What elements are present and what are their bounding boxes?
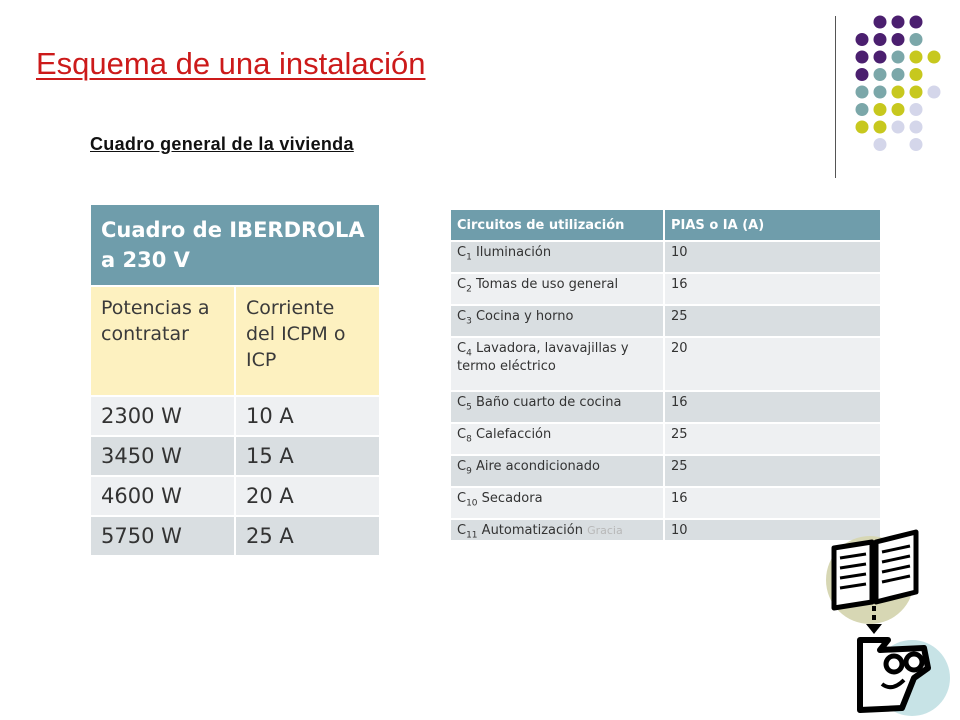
decorative-dot <box>928 86 941 99</box>
breaker-amps-cell: 10 <box>664 241 881 273</box>
decorative-dot <box>856 103 869 116</box>
circuits-column-header: Circuitos de utilización <box>450 209 664 241</box>
table-row <box>90 476 380 516</box>
decorative-dot <box>856 68 869 81</box>
power-cell: 4600 W <box>90 476 235 516</box>
power-cell: 5750 W <box>90 516 235 556</box>
decorative-dot-grid <box>0 0 960 180</box>
circuit-name-cell: $C_{10}$ Secadora <box>450 487 664 519</box>
decorative-dot <box>874 103 887 116</box>
decorative-dot <box>892 16 905 29</box>
decorative-dot <box>874 16 887 29</box>
circuit-name-cell: $C_2$ Tomas de uso general <box>450 273 664 305</box>
table-row <box>450 487 881 519</box>
table-row <box>450 273 881 305</box>
table-row <box>90 516 380 556</box>
decorative-dot <box>856 33 869 46</box>
table-row <box>450 241 881 273</box>
circuit-name-cell: $C_9$ Aire acondicionado <box>450 455 664 487</box>
circuit-name-cell: $C_5$ Baño cuarto de cocina <box>450 391 664 423</box>
circuit-name-cell: $C_4$ Lavadora, lavavajillas y termo eléctrico <box>450 337 664 391</box>
decorative-dot <box>892 103 905 116</box>
decorative-dot <box>910 121 923 134</box>
table-row <box>90 436 380 476</box>
table-row <box>450 305 881 337</box>
decorative-dot <box>856 121 869 134</box>
current-cell: 10 A <box>235 396 380 436</box>
power-cell: 2300 W <box>90 396 235 436</box>
reading-book-icon <box>820 528 960 720</box>
slide-subtitle: Cuadro general de la vivienda <box>90 134 354 154</box>
decorative-dot <box>892 68 905 81</box>
breaker-column-header: PIAS o IA (A) <box>664 209 881 241</box>
decorative-dot <box>892 86 905 99</box>
decorative-dot <box>874 121 887 134</box>
decorative-dot <box>892 51 905 64</box>
breaker-amps-cell: 16 <box>664 487 881 519</box>
decorative-dot <box>910 33 923 46</box>
decorative-dot <box>910 68 923 81</box>
table-row <box>450 337 881 391</box>
decorative-dot <box>928 51 941 64</box>
decorative-dot <box>856 86 869 99</box>
breaker-amps-cell: 25 <box>664 455 881 487</box>
decorative-dot <box>892 33 905 46</box>
circuit-name-cell: $C_1$ Iluminación <box>450 241 664 273</box>
decorative-dot <box>910 51 923 64</box>
iberdrola-table-header: Cuadro de IBERDROLA a 230 V <box>90 204 380 286</box>
breaker-amps-cell: 16 <box>664 391 881 423</box>
current-cell: 25 A <box>235 516 380 556</box>
decorative-dot <box>910 103 923 116</box>
circuits-table <box>449 208 882 540</box>
decorative-dot <box>892 121 905 134</box>
power-cell: 3450 W <box>90 436 235 476</box>
current-cell: 15 A <box>235 436 380 476</box>
decorative-dot <box>910 16 923 29</box>
table-row <box>450 519 881 540</box>
decorative-dot <box>874 51 887 64</box>
table-row <box>450 455 881 487</box>
breaker-amps-cell: 25 <box>664 305 881 337</box>
power-column-header: Potencias a contratar <box>90 286 235 396</box>
circuits-table-frame <box>449 208 882 540</box>
table-row <box>450 423 881 455</box>
watermark-text: Gracia <box>587 524 623 537</box>
circuit-name-cell: $C_3$ Cocina y horno <box>450 305 664 337</box>
table-row <box>450 391 881 423</box>
current-column-header: Corriente del ICPM o ICP <box>235 286 380 396</box>
breaker-amps-cell: 16 <box>664 273 881 305</box>
iberdrola-table <box>89 203 381 557</box>
current-cell: 20 A <box>235 476 380 516</box>
decorative-dot <box>874 138 887 151</box>
decorative-dot <box>874 33 887 46</box>
breaker-amps-cell: 20 <box>664 337 881 391</box>
breaker-amps-cell: 10 <box>664 519 881 540</box>
slide-title: Esquema de una instalación <box>36 46 426 81</box>
breaker-amps-cell: 25 <box>664 423 881 455</box>
decorative-dot <box>910 86 923 99</box>
decorative-dot <box>874 86 887 99</box>
decorative-dot <box>874 68 887 81</box>
table-row <box>90 396 380 436</box>
decorative-dot <box>856 51 869 64</box>
circuit-name-cell: $C_8$ Calefacción <box>450 423 664 455</box>
circuit-name-cell: $C_{11}$ Automatización Gracia <box>450 519 664 540</box>
decorative-dot <box>910 138 923 151</box>
